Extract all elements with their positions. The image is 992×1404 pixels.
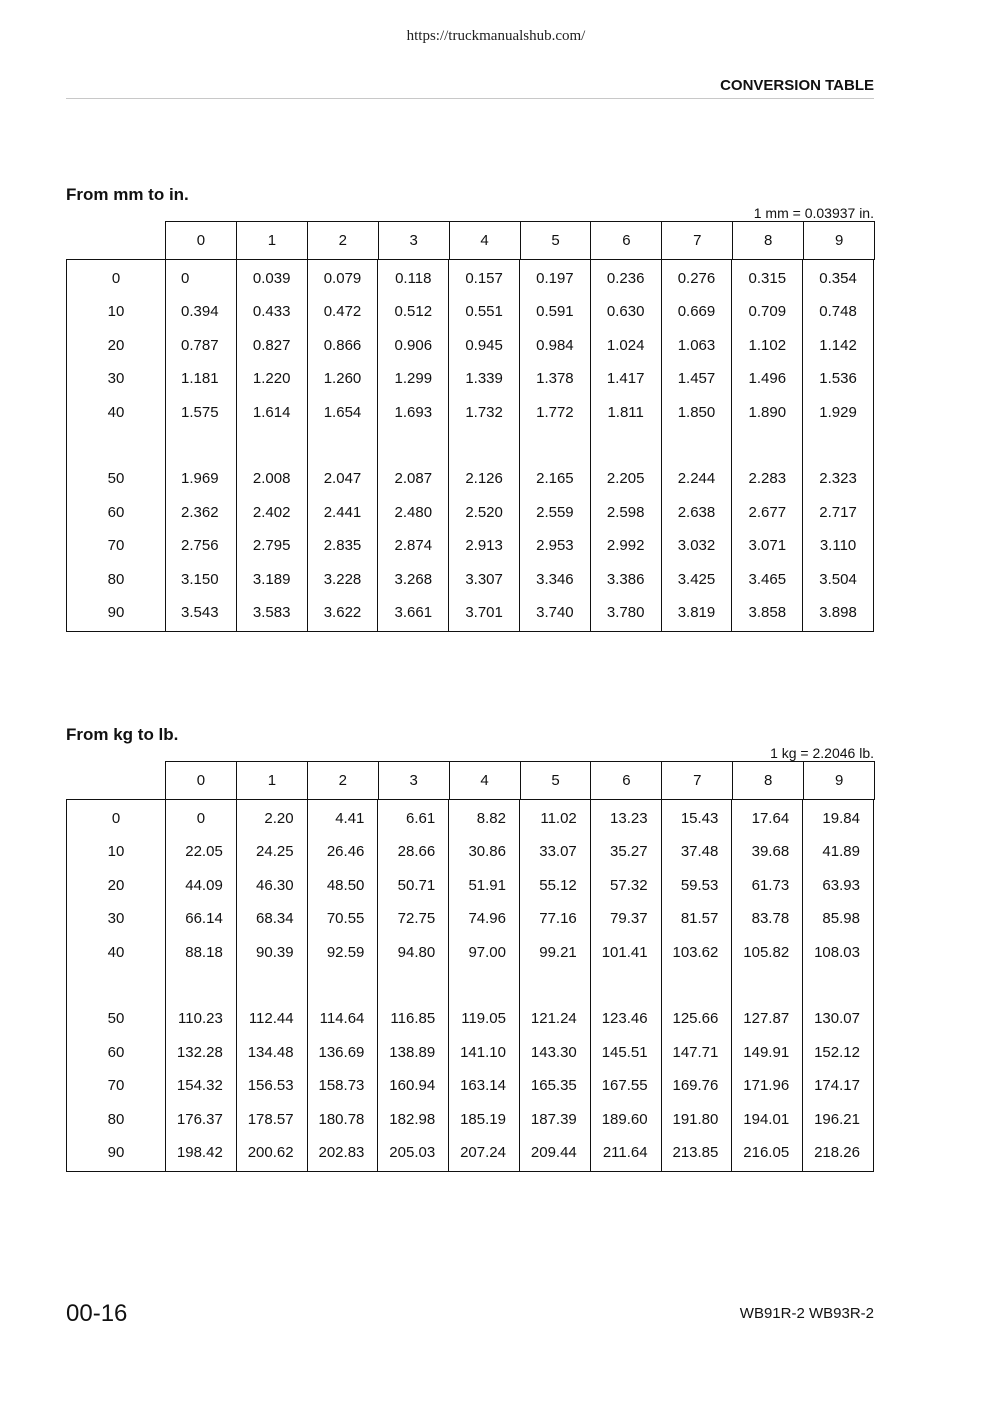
table-cell: 138.89: [389, 1043, 436, 1061]
column-header: 3: [378, 222, 449, 259]
table-cell: 121.24: [530, 1010, 577, 1028]
table-cell: 1.850: [677, 403, 716, 421]
column-header: 3: [378, 762, 449, 799]
row-label: 90: [107, 1143, 125, 1161]
table-cell: 130.07: [814, 1010, 860, 1028]
table-cell: 0.866: [323, 336, 362, 354]
table-body: [66, 799, 874, 1172]
table-cell: 0.197: [536, 270, 574, 287]
table-cell: 1.063: [677, 336, 716, 354]
table-cell: 70.55: [326, 910, 365, 928]
row-label: 70: [107, 1077, 125, 1095]
column-header: 7: [661, 762, 732, 799]
data-columns: [166, 800, 873, 1171]
column-header: 5: [520, 762, 591, 799]
table-cell: 81.57: [680, 910, 719, 928]
table-cell: 3.504: [819, 570, 857, 588]
table-cell: 85.98: [822, 910, 860, 928]
column-header: 0: [196, 772, 206, 789]
table-cell: 1.811: [607, 403, 644, 421]
table-cell: 61.73: [751, 876, 790, 894]
data-column: [307, 260, 378, 631]
table-cell: 33.07: [539, 843, 577, 861]
table-cell: 3.346: [536, 570, 574, 588]
table-cell: 0.669: [677, 303, 716, 321]
table-cell: 3.150: [181, 570, 219, 588]
table-cell: 3.465: [748, 570, 787, 588]
data-column: [166, 800, 236, 1171]
table-cell: 156.53: [247, 1077, 294, 1095]
table-cell: 2.047: [323, 470, 362, 488]
column-header: 8: [732, 762, 803, 799]
table-cell: 143.30: [530, 1043, 577, 1061]
table-cell: 0.512: [394, 303, 433, 321]
table-cell: 2.126: [465, 470, 503, 488]
table-cell: 22.05: [185, 843, 223, 861]
table-cell: 141.10: [460, 1043, 506, 1061]
table-cell: 0.906: [394, 336, 433, 354]
column-header: 6: [590, 762, 661, 799]
table-cell: 3.780: [606, 603, 645, 621]
table-cell: 136.69: [318, 1043, 365, 1061]
table-cell: 145.51: [601, 1043, 648, 1061]
table-cell: 4.41: [335, 810, 365, 827]
section-title: From mm to in.: [66, 185, 189, 204]
table-cell: 3.898: [819, 603, 857, 621]
table-cell: 105.82: [743, 943, 790, 961]
table-cell: 1.378: [536, 370, 574, 388]
table-cell: 112.44: [248, 1010, 294, 1028]
table-cell: 3.819: [677, 603, 716, 621]
table-cell: 0: [196, 810, 206, 827]
table-cell: 1.536: [819, 370, 857, 388]
table-cell: 194.01: [743, 1110, 790, 1128]
data-column: [448, 800, 519, 1171]
table-cell: 2.835: [323, 537, 362, 555]
table-cell: 3.583: [252, 603, 291, 621]
table-cell: 0.039: [252, 270, 291, 287]
table-cell: 218.26: [814, 1143, 860, 1161]
table-cell: 30.86: [468, 843, 506, 861]
table-cell: 2.402: [252, 503, 291, 521]
column-header: 4: [449, 762, 520, 799]
table-cell: 200.62: [247, 1143, 294, 1161]
table-cell: 41.89: [822, 843, 860, 861]
table-cell: 2.795: [252, 537, 291, 555]
table-cell: 158.73: [318, 1077, 365, 1095]
table-cell: 46.30: [256, 876, 294, 894]
data-column: [448, 260, 519, 631]
table-cell: 97.00: [468, 943, 506, 961]
column-header-row: [165, 221, 875, 260]
table-cell: 2.283: [748, 470, 787, 488]
table-cell: 0.827: [252, 336, 291, 354]
table-cell: 165.35: [530, 1077, 577, 1095]
data-column: [590, 800, 661, 1171]
table-cell: 0.709: [748, 303, 787, 321]
table-cell: 3.268: [394, 570, 433, 588]
table-cell: 3.425: [677, 570, 716, 588]
table-cell: 90.39: [256, 943, 294, 961]
table-cell: 1.693: [394, 403, 433, 421]
column-header: 1: [236, 762, 307, 799]
row-label: 0: [111, 270, 121, 287]
table-cell: 26.46: [326, 843, 365, 861]
table-cell: 114.64: [319, 1010, 365, 1028]
table-cell: 202.83: [318, 1143, 365, 1161]
table-cell: 72.75: [397, 910, 436, 928]
data-column: [661, 800, 732, 1171]
data-column: [661, 260, 732, 631]
table-cell: 2.441: [323, 503, 362, 521]
table-cell: 2.559: [536, 503, 574, 521]
table-cell: 1.417: [606, 370, 645, 388]
table-cell: 3.858: [748, 603, 787, 621]
table-cell: 3.071: [748, 537, 787, 555]
table-cell: 0.433: [252, 303, 291, 321]
data-column: [802, 800, 873, 1171]
table-cell: 160.94: [389, 1077, 436, 1095]
table-cell: 1.024: [606, 336, 645, 354]
table-cell: 2.480: [394, 503, 433, 521]
column-header: 7: [661, 222, 732, 259]
table-cell: 2.362: [181, 503, 219, 521]
table-cell: 1.772: [536, 403, 574, 421]
table-cell: 182.98: [389, 1110, 436, 1128]
table-cell: 2.874: [394, 537, 433, 555]
data-column: [377, 800, 448, 1171]
table-cell: 2.520: [465, 503, 503, 521]
source-url: https://truckmanualshub.com/: [406, 28, 586, 44]
table-cell: 3.622: [323, 603, 362, 621]
table-cell: 3.701: [465, 603, 503, 621]
table-cell: 2.323: [819, 470, 857, 488]
row-label: 10: [107, 843, 125, 861]
row-label: 30: [107, 910, 125, 928]
table-cell: 169.76: [672, 1077, 719, 1095]
table-cell: 19.84: [822, 810, 860, 827]
row-label: 90: [107, 603, 125, 621]
table-cell: 1.102: [748, 336, 787, 354]
table-cell: 50.71: [397, 876, 436, 894]
table-cell: 0.748: [819, 303, 857, 321]
table-cell: 1.929: [819, 403, 857, 421]
table-cell: 149.91: [743, 1043, 790, 1061]
table-cell: 0.354: [819, 270, 857, 287]
header-divider: [66, 98, 874, 99]
data-column: [802, 260, 873, 631]
table-cell: 1.654: [323, 403, 362, 421]
table-cell: 2.638: [677, 503, 716, 521]
table-cell: 2.992: [606, 537, 645, 555]
table-cell: 2.20: [264, 810, 294, 827]
table-cell: 185.19: [460, 1110, 506, 1128]
table-cell: 74.96: [468, 910, 506, 928]
column-header: 6: [590, 222, 661, 259]
table-cell: 0.945: [465, 336, 503, 354]
conversion-note: 1 mm = 0.03937 in.: [753, 205, 874, 221]
table-cell: 2.953: [536, 537, 574, 555]
table-cell: 0.551: [465, 303, 503, 321]
table-cell: 17.64: [751, 810, 790, 827]
data-column: [590, 260, 661, 631]
data-column: [731, 260, 802, 631]
table-cell: 1.220: [252, 370, 291, 388]
table-cell: 178.57: [247, 1110, 294, 1128]
column-header: 5: [520, 222, 591, 259]
table-cell: 37.48: [680, 843, 719, 861]
column-header: 9: [803, 222, 874, 259]
table-cell: 180.78: [318, 1110, 365, 1128]
table-cell: 189.60: [601, 1110, 648, 1128]
table-cell: 1.260: [323, 370, 362, 388]
table-cell: 28.66: [397, 843, 436, 861]
table-cell: 187.39: [530, 1110, 577, 1128]
table-cell: 1.457: [677, 370, 716, 388]
table-cell: 0.630: [606, 303, 645, 321]
table-cell: 154.32: [176, 1077, 223, 1095]
table-cell: 11.02: [540, 810, 577, 827]
table-cell: 2.598: [606, 503, 645, 521]
table-cell: 68.34: [256, 910, 294, 928]
table-cell: 174.17: [814, 1077, 860, 1095]
row-label: 60: [107, 503, 125, 521]
table-cell: 211.64: [602, 1143, 648, 1161]
table-cell: 2.913: [465, 537, 503, 555]
table-cell: 79.37: [610, 910, 648, 928]
table-cell: 1.575: [181, 403, 219, 421]
table-cell: 99.21: [539, 943, 577, 961]
table-cell: 0.472: [323, 303, 362, 321]
data-column: [377, 260, 448, 631]
table-cell: 0.118: [395, 270, 432, 287]
table-cell: 44.09: [185, 876, 223, 894]
row-label: 50: [107, 470, 125, 488]
section-title: From kg to lb.: [66, 725, 179, 744]
table-cell: 2.008: [252, 470, 291, 488]
table-cell: 1.890: [748, 403, 787, 421]
row-label: 0: [111, 810, 121, 827]
table-cell: 2.205: [606, 470, 645, 488]
data-column: [519, 800, 590, 1171]
table-cell: 48.50: [326, 876, 365, 894]
table-cell: 103.62: [672, 943, 719, 961]
table-cell: 147.71: [672, 1043, 719, 1061]
table-cell: 0.315: [748, 270, 787, 287]
row-label: 10: [107, 303, 125, 321]
kg-to-lb-section: [66, 725, 874, 1185]
table-cell: 1.181: [181, 370, 219, 388]
data-column: [166, 260, 236, 631]
table-cell: 167.55: [601, 1077, 648, 1095]
table-cell: 3.661: [394, 603, 433, 621]
table-cell: 123.46: [601, 1010, 648, 1028]
row-label: 20: [107, 876, 125, 894]
table-cell: 13.23: [610, 810, 648, 827]
table-cell: 3.740: [536, 603, 574, 621]
row-label-column: [67, 800, 166, 1171]
table-cell: 55.12: [539, 876, 577, 894]
table-cell: 216.05: [743, 1143, 790, 1161]
table-cell: 57.32: [610, 876, 648, 894]
table-cell: 176.37: [176, 1110, 223, 1128]
data-columns: [166, 260, 873, 631]
table-cell: 2.087: [394, 470, 433, 488]
table-cell: 92.59: [326, 943, 365, 961]
mm-to-in-section: [66, 185, 874, 645]
table-cell: 2.165: [536, 470, 574, 488]
table-cell: 2.756: [181, 537, 219, 555]
data-column: [307, 800, 378, 1171]
table-cell: 94.80: [397, 943, 436, 961]
table-cell: 127.87: [743, 1010, 790, 1028]
table-cell: 116.85: [390, 1010, 436, 1028]
table-cell: 1.339: [465, 370, 503, 388]
table-cell: 207.24: [460, 1143, 506, 1161]
table-body: [66, 259, 874, 632]
table-cell: 3.307: [465, 570, 503, 588]
table-cell: 0.394: [181, 303, 219, 321]
column-header: 2: [307, 762, 378, 799]
data-column: [236, 800, 307, 1171]
table-cell: 59.53: [680, 876, 719, 894]
table-cell: 63.93: [822, 876, 860, 894]
table-cell: 1.496: [748, 370, 787, 388]
row-label: 50: [107, 1010, 125, 1028]
table-cell: 3.032: [677, 537, 716, 555]
table-cell: 1.142: [819, 336, 857, 354]
table-cell: 108.03: [814, 943, 860, 961]
row-label-column: [67, 260, 166, 631]
table-cell: 196.21: [814, 1110, 860, 1128]
table-cell: 0.787: [181, 336, 219, 354]
table-cell: 77.16: [539, 910, 577, 928]
table-cell: 0.276: [677, 270, 716, 287]
table-cell: 134.48: [247, 1043, 294, 1061]
table-cell: 191.80: [672, 1110, 719, 1128]
table-cell: 101.41: [601, 943, 648, 961]
row-label: 40: [107, 403, 125, 421]
table-cell: 39.68: [751, 843, 790, 861]
row-label: 30: [107, 370, 125, 388]
table-cell: 2.677: [748, 503, 787, 521]
table-cell: 0.591: [536, 303, 574, 321]
table-cell: 1.732: [465, 403, 503, 421]
table-cell: 3.386: [606, 570, 645, 588]
table-cell: 6.61: [405, 810, 436, 827]
table-cell: 3.110: [819, 537, 857, 555]
row-label: 80: [107, 1110, 125, 1128]
table-cell: 1.299: [394, 370, 433, 388]
conversion-note: 1 kg = 2.2046 lb.: [770, 745, 874, 761]
row-label: 80: [107, 570, 125, 588]
table-cell: 171.96: [743, 1077, 790, 1095]
table-cell: 83.78: [751, 910, 790, 928]
row-label: 60: [107, 1043, 125, 1061]
table-cell: 1.969: [181, 470, 219, 488]
row-label: 70: [107, 537, 125, 555]
table-cell: 213.85: [672, 1143, 719, 1161]
row-label: 20: [107, 336, 125, 354]
column-header: 2: [307, 222, 378, 259]
column-header: 4: [449, 222, 520, 259]
table-cell: 24.25: [256, 843, 294, 861]
table-cell: 3.189: [252, 570, 291, 588]
table-cell: 0.984: [536, 336, 574, 354]
page-number: 00-16: [66, 1300, 128, 1327]
data-column: [519, 260, 590, 631]
data-column: [731, 800, 802, 1171]
data-column: [236, 260, 307, 631]
table-cell: 88.18: [185, 943, 223, 961]
table-cell: 8.82: [476, 810, 506, 827]
table-cell: 198.42: [176, 1143, 223, 1161]
column-header: 1: [236, 222, 307, 259]
table-cell: 51.91: [468, 876, 506, 894]
column-header: 8: [732, 222, 803, 259]
table-cell: 2.717: [819, 503, 857, 521]
table-cell: 209.44: [530, 1143, 577, 1161]
table-cell: 0.079: [323, 270, 362, 287]
table-cell: 0: [181, 270, 190, 287]
table-cell: 0.157: [465, 270, 503, 287]
model-name: WB91R-2 WB93R-2: [739, 1305, 874, 1322]
column-header-row: [165, 761, 875, 800]
table-cell: 15.43: [680, 810, 719, 827]
table-cell: 119.05: [461, 1010, 506, 1028]
table-cell: 152.12: [814, 1043, 860, 1061]
table-cell: 0.236: [606, 270, 645, 287]
table-cell: 125.66: [672, 1010, 719, 1028]
table-cell: 205.03: [389, 1143, 436, 1161]
column-header: 9: [803, 762, 874, 799]
column-header: 0: [196, 232, 206, 249]
table-cell: 2.244: [677, 470, 716, 488]
table-cell: 132.28: [176, 1043, 223, 1061]
table-cell: 3.543: [181, 603, 219, 621]
row-label: 40: [107, 943, 125, 961]
table-cell: 35.27: [610, 843, 648, 861]
page-header-title: CONVERSION TABLE: [720, 77, 874, 94]
table-cell: 66.14: [185, 910, 223, 928]
table-cell: 163.14: [460, 1077, 506, 1095]
table-cell: 110.23: [178, 1010, 223, 1028]
table-cell: 3.228: [323, 570, 362, 588]
table-cell: 1.614: [252, 403, 291, 421]
